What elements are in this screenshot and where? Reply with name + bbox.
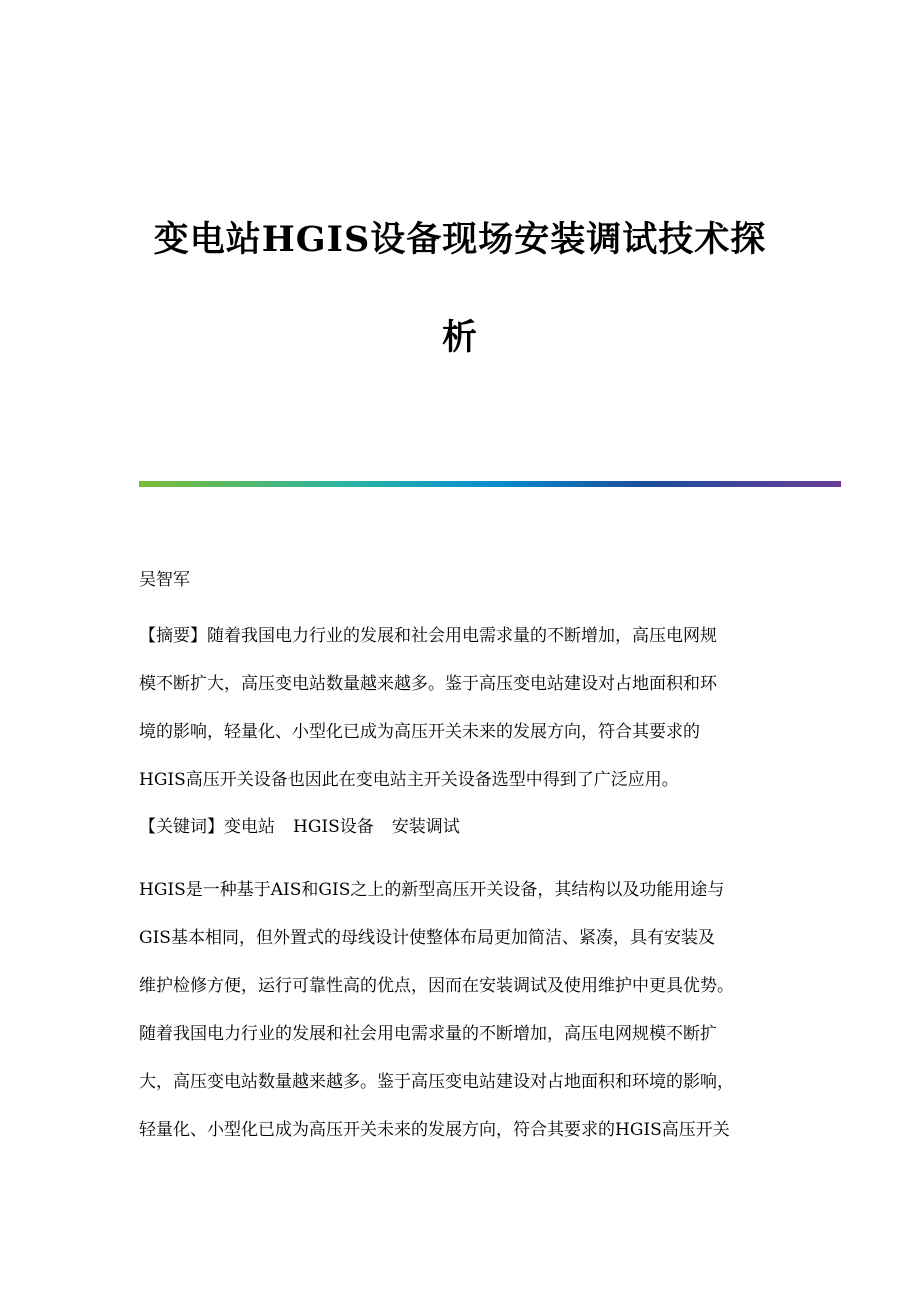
- keyword: 安装调试: [391, 817, 460, 837]
- document-title-line-2: 析: [441, 317, 478, 358]
- abstract-section: [139, 612, 799, 804]
- keywords-section: [139, 803, 799, 851]
- body-line: GIS基本相同，但外置式的母线设计使整体布局更加简洁、紧凑，具有安装及: [139, 928, 715, 948]
- keyword: 变电站: [224, 817, 275, 837]
- body-line: 随着我国电力行业的发展和社会用电需求量的不断增加，高压电网规模不断扩: [139, 1024, 717, 1044]
- author-name: 吴智军: [139, 570, 190, 590]
- abstract-line: 境的影响，轻量化、小型化已成为高压开关未来的发展方向，符合其要求的: [139, 722, 700, 742]
- body-line: HGIS是一种基于AIS和GIS之上的新型高压开关设备，其结构以及功能用途与: [139, 880, 725, 900]
- document-title-line-1: 变电站HGIS设备现场安装调试技术探: [153, 219, 767, 260]
- abstract-line: 【摘要】随着我国电力行业的发展和社会用电需求量的不断增加，高压电网规: [139, 626, 717, 646]
- abstract-line: HGIS高压开关设备也因此在变电站主开关设备选型中得到了广泛应用。: [139, 770, 679, 790]
- gradient-divider: [139, 481, 841, 487]
- body-text: [139, 866, 799, 1154]
- keywords-label: 【关键词】: [139, 817, 224, 837]
- body-line: 维护检修方便，运行可靠性高的优点，因而在安装调试及使用维护中更具优势。: [139, 976, 734, 996]
- keyword: HGIS设备: [293, 817, 374, 837]
- body-line: 大，高压变电站数量越来越多。鉴于高压变电站建设对占地面积和环境的影响，: [139, 1072, 734, 1092]
- abstract-line: 模不断扩大，高压变电站数量越来越多。鉴于高压变电站建设对占地面积和环: [139, 674, 717, 694]
- body-line: 轻量化、小型化已成为高压开关未来的发展方向，符合其要求的HGIS高压开关: [139, 1120, 730, 1140]
